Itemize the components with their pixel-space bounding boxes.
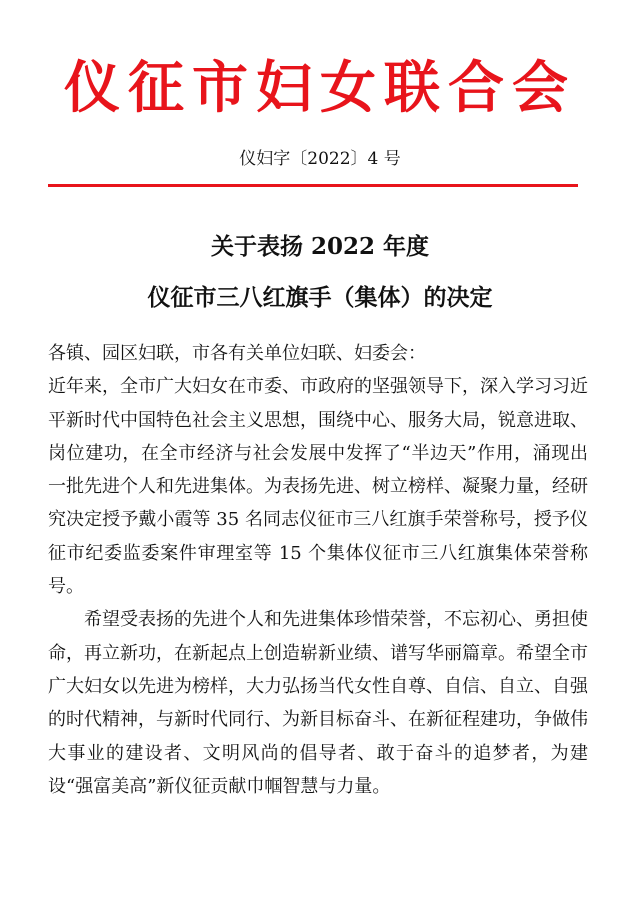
- document-number: 仪妇字〔2022〕4 号: [239, 149, 401, 169]
- red-divider-line: [48, 184, 578, 187]
- salutation: 各镇、园区妇联，市各有关单位妇联、妇委会：: [48, 343, 426, 364]
- body-paragraph-1: 近年来，全市广大妇女在市委、市政府的坚强领导下，深入学习习近平新时代中国特色社会主义思想，围绕中心、服务大局，锐意进取、岗位建功，在全市经济与社会发展中发挥了“半边天”作用，涌现出一批先进个人和先进集体。为表扬先进、树立榜样、凝聚力量，经研究决定授予戴小霞等 35 名同志仪征市三八红旗手荣誉称号，授予仪征市纪委监委案件审理室等 15 个集体仪征市三八红旗集体荣誉称号。: [48, 376, 588, 598]
- body-paragraph-2: 希望受表扬的先进个人和先进集体珍惜荣誉，不忘初心、勇担使命，再立新功，在新起点上创造崭新业绩、谱写华丽篇章。希望全市广大妇女以先进为榜样，大力弘扬当代女性自尊、自信、自立、自强的时代精神，与新时代同行、为新目标奋斗、在新征程建功，争做伟大事业的建设者、文明风尚的倡导者、敢于奋斗的追梦者，为建设“强富美高”新仪征贡献巾帼智慧与力量。: [48, 609, 588, 797]
- document-title-line-1: 关于表扬 2022 年度: [210, 233, 430, 260]
- issuing-organization-header: 仪征市妇女联合会: [64, 55, 576, 121]
- document-title-line-2: 仪征市三八红旗手（集体）的决定: [147, 284, 493, 311]
- document-body: [48, 337, 588, 803]
